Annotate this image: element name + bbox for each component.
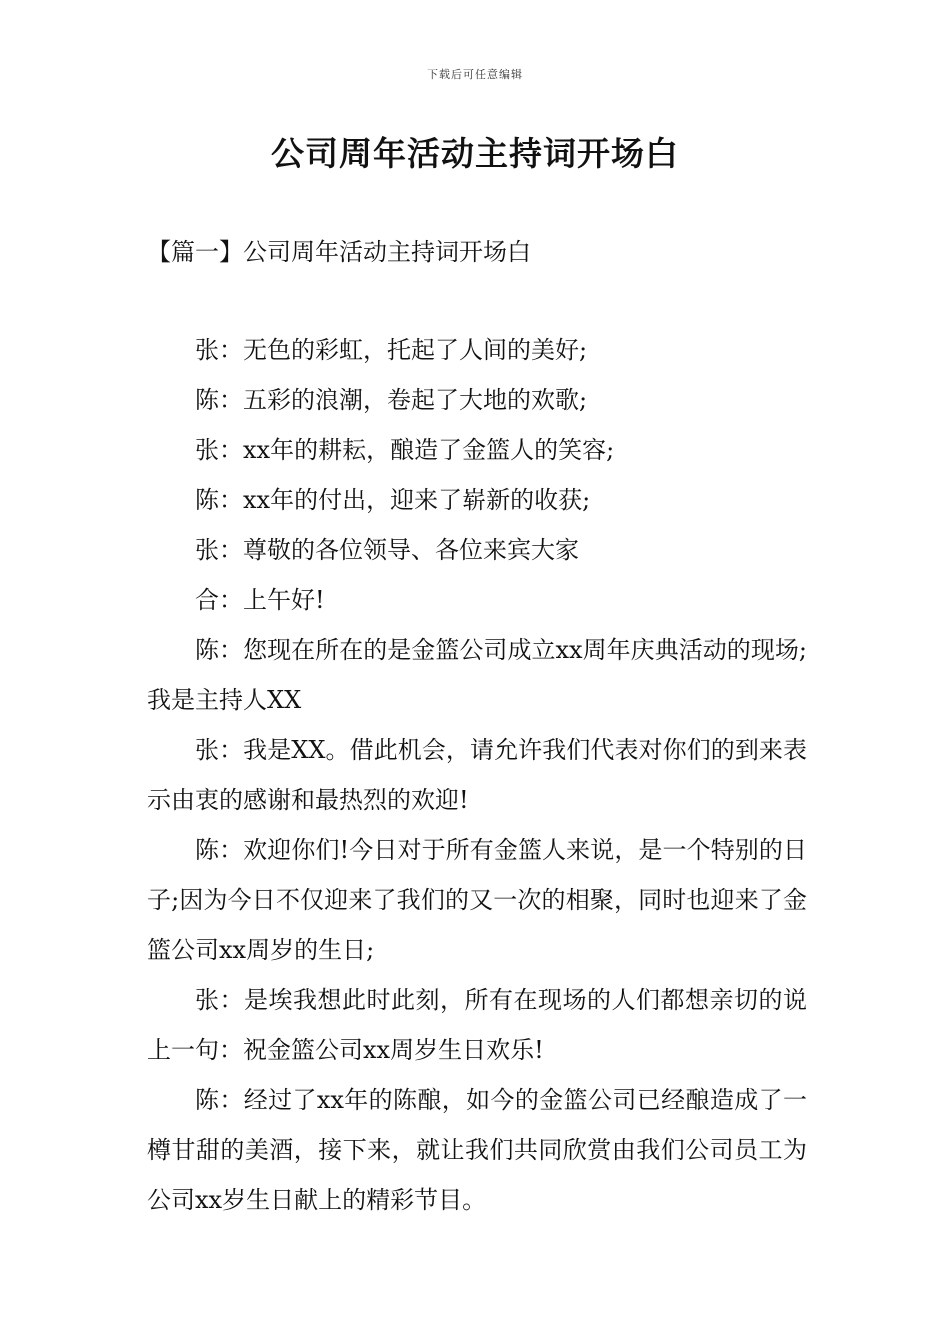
paragraph: 合：上午好! [195, 586, 325, 614]
paragraph: 张：尊敬的各位领导、各位来宾大家 [195, 536, 579, 564]
paragraph: 张：是埃我想此时此刻，所有在现场的人们都想亲切的说上一句：祝金篮公司xx周岁生日欢乐! [147, 986, 807, 1064]
document-title: 公司周年活动主持词开场白 [271, 134, 679, 173]
paragraph: 陈：xx年的付出，迎来了崭新的收获; [195, 486, 591, 514]
paragraph: 陈：五彩的浪潮，卷起了大地的欢歌; [195, 386, 588, 414]
body-text [147, 325, 807, 1225]
section-heading: 【篇一】公司周年活动主持词开场白 [147, 238, 531, 266]
paragraph: 陈：欢迎你们!今日对于所有金篮人来说，是一个特别的日子;因为今日不仅迎来了我们的又一次的相聚，同时也迎来了金篮公司xx周岁的生日; [147, 836, 807, 964]
header-note: 下载后可任意编辑 [427, 68, 523, 81]
paragraph: 张：我是XX。借此机会，请允许我们代表对你们的到来表示由衷的感谢和最热烈的欢迎! [147, 736, 807, 814]
paragraph: 张：xx年的耕耘，酿造了金篮人的笑容; [195, 436, 615, 464]
paragraph: 张：无色的彩虹，托起了人间的美好; [195, 336, 588, 364]
paragraph: 陈：经过了xx年的陈酿，如今的金篮公司已经酿造成了一樽甘甜的美酒，接下来，就让我们共同欣赏由我们公司员工为公司xx岁生日献上的精彩节目。 [147, 1086, 807, 1214]
paragraph: 陈：您现在所在的是金篮公司成立xx周年庆典活动的现场;我是主持人XX [147, 636, 807, 714]
